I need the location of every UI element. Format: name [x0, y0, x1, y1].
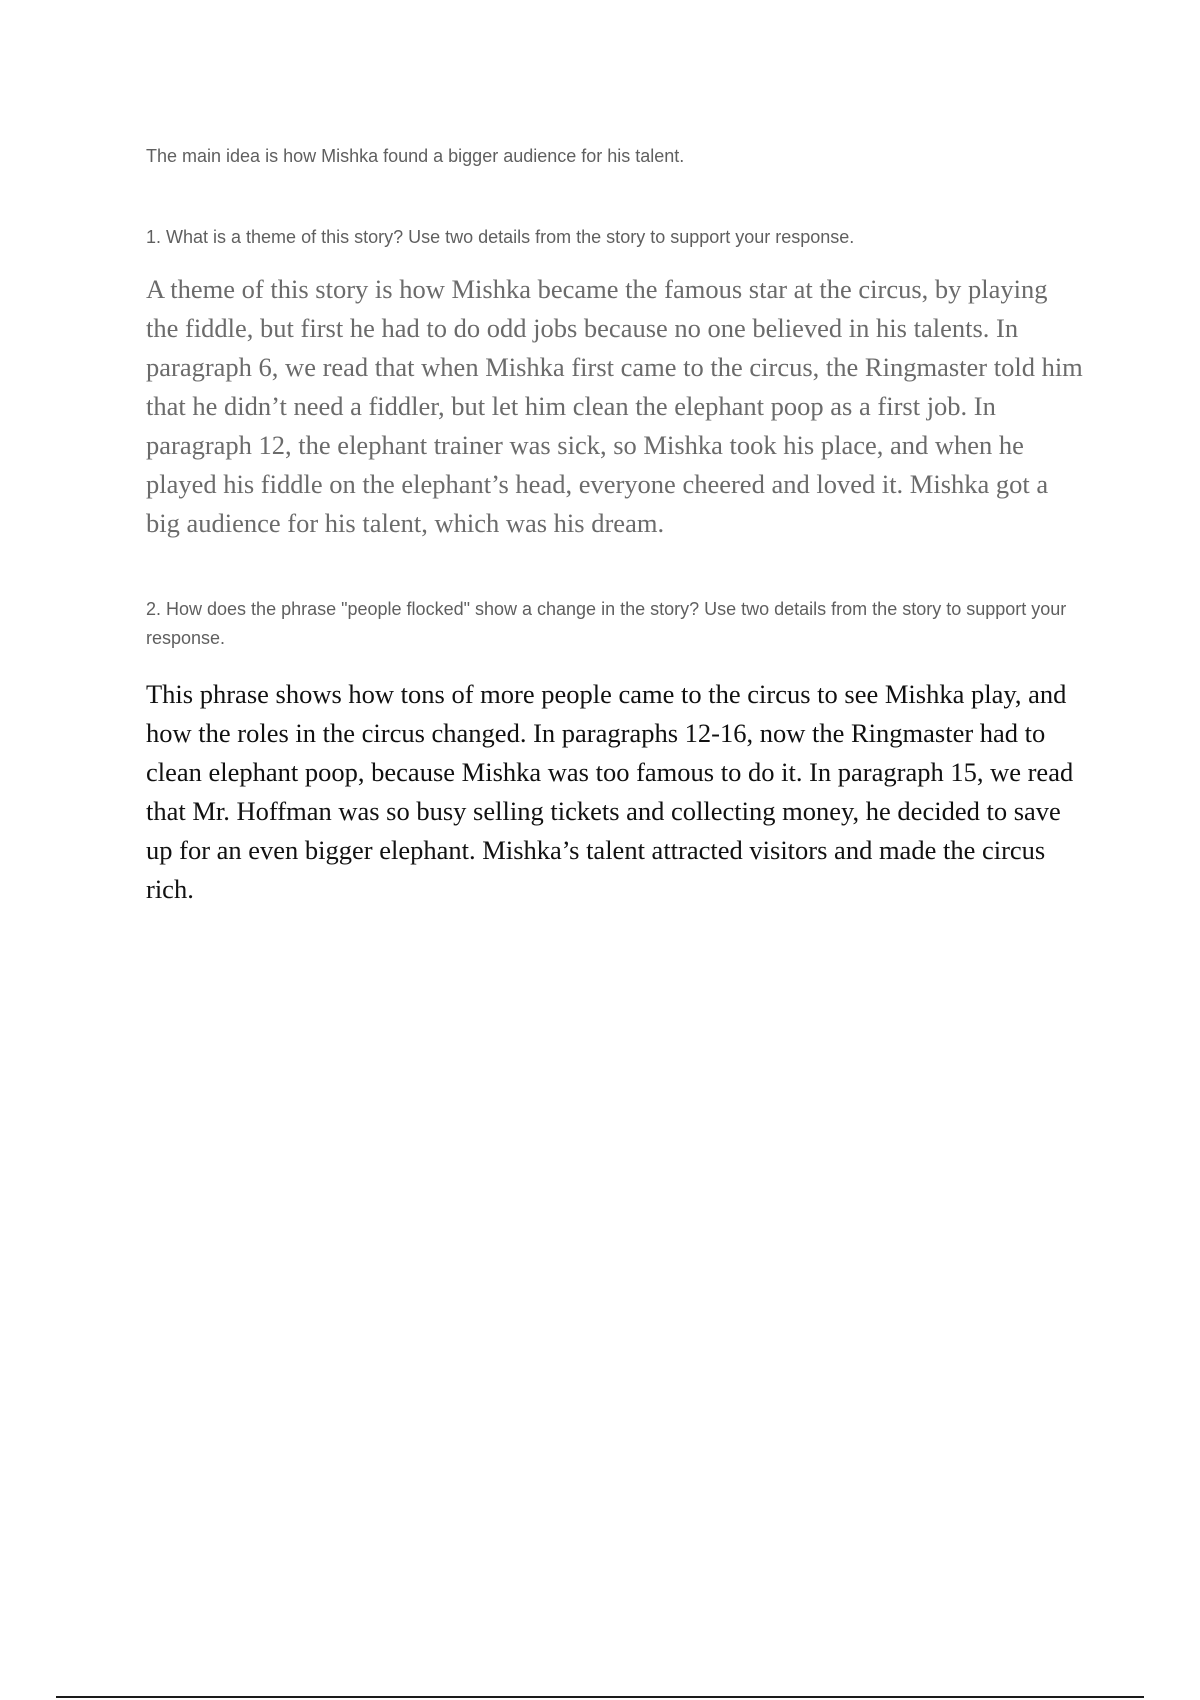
question-2-prompt: 2. How does the phrase "people flocked" show a change in the story? Use two details from the story to support your response. — [146, 599, 1067, 648]
document-content — [146, 142, 1086, 909]
question-1-answer: A theme of this story is how Mishka became the famous star at the circus, by playing the fiddle, but first he had to do odd jobs because no one believed in his talents. In paragraph 6, we read that when Mishka first came to the circus, the Ringmaster told him that he didn’t need a fiddler, but let him clean the elephant poop as a first job. In paragraph 12, the elephant trainer was sick, so Mishka took his place, and when he played his fiddle on the elephant’s head, everyone cheered and loved it. Mishka got a big audience for his talent, which was his dream. — [146, 274, 1083, 538]
question-1-prompt: 1. What is a theme of this story? Use two details from the story to support your response. — [146, 227, 855, 247]
page-bottom-divider — [56, 1696, 1144, 1698]
main-idea-text: The main idea is how Mishka found a bigger audience for his talent. — [146, 146, 685, 166]
question-2-answer: This phrase shows how tons of more people came to the circus to see Mishka play, and how the roles in the circus changed. In paragraphs 12-16, now the Ringmaster had to clean elephant poop, because Mishka was too famous to do it. In paragraph 15, we read that Mr. Hoffman was so busy selling tickets and collecting money, he decided to save up for an even bigger elephant. Mishka’s talent attracted visitors and made the circus rich. — [146, 679, 1074, 904]
